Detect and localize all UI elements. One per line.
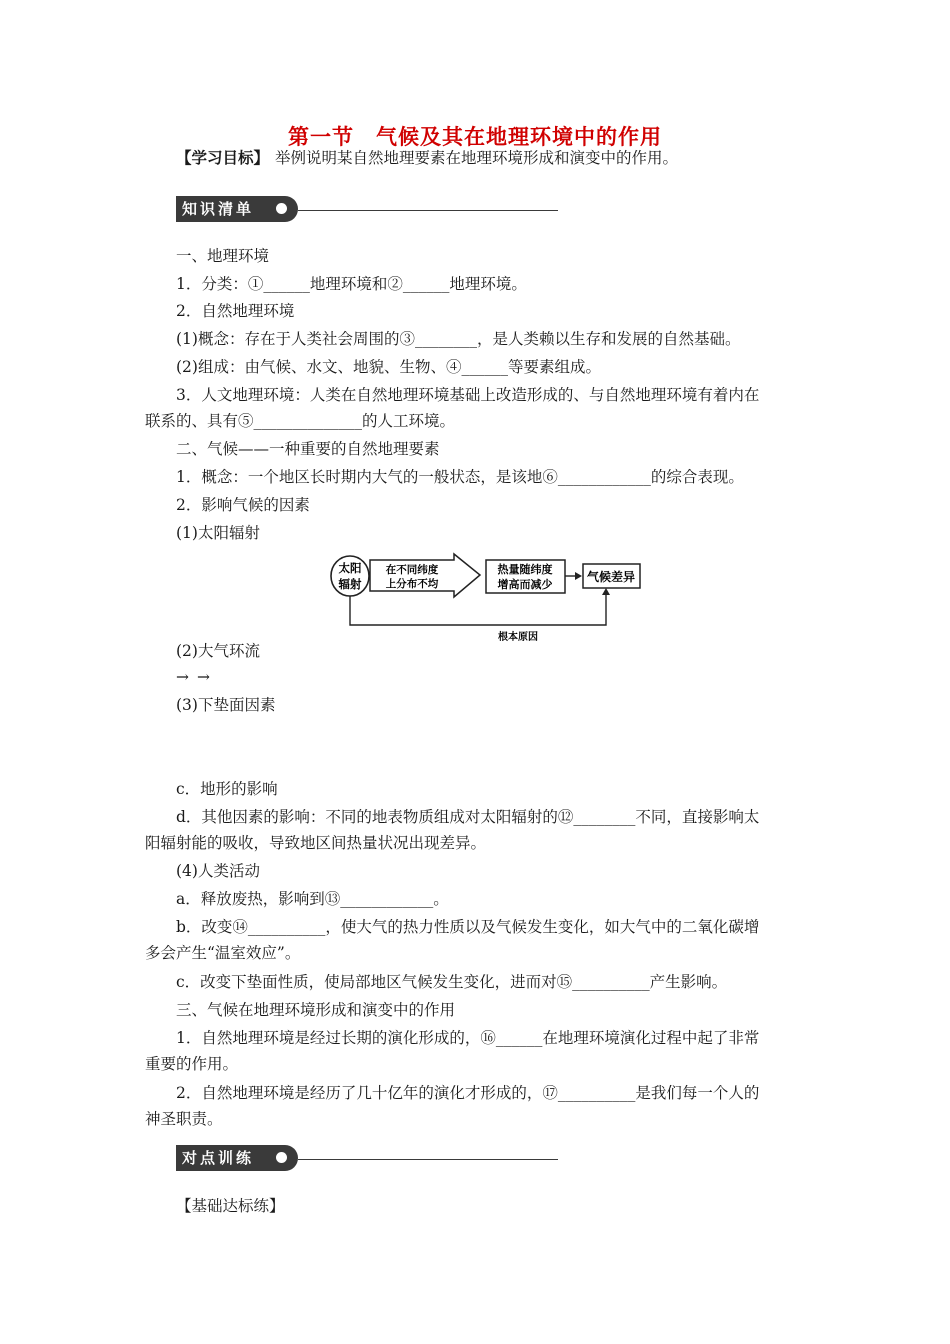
text-line: 2．自然地理环境是经历了几十亿年的演化才形成的，⑰__________是我们每一个人的 <box>176 1084 760 1102</box>
root-cause-label: 根本原因 <box>498 632 538 643</box>
text-line: 神圣职责。 <box>145 1110 223 1128</box>
text-line: (3)下垫面因素 <box>176 696 276 714</box>
text-line: 联系的、具有⑤______________的人工环境。 <box>145 412 456 430</box>
flow-arrows: →→ <box>176 668 218 686</box>
objective-text: 举例说明某自然地理要素在地理环境形成和演变中的作用。 <box>275 149 679 167</box>
text-line: 阳辐射能的吸收，导致地区间热量状况出现差异。 <box>145 834 487 852</box>
banner-label: 知识清单 <box>176 196 298 222</box>
heading-climate: 二、气候——一种重要的自然地理要素 <box>176 440 440 458</box>
text-line: d．其他因素的影响：不同的地表物质组成对太阳辐射的⑫________不同，直接影响太 <box>176 808 760 826</box>
bullet-dot-icon <box>276 1152 287 1163</box>
climate-label: 气候差异 <box>586 570 636 584</box>
page-title: 第一节 气候及其在地理环境中的作用 <box>288 124 662 149</box>
text-line: c．地形的影响 <box>176 780 278 798</box>
text-line: c．改变下垫面性质，使局部地区气候发生变化，进而对⑮__________产生影响。 <box>176 973 728 991</box>
basic-practice-label: 【基础达标练】 <box>176 1197 285 1215</box>
solar-radiation-diagram <box>330 552 650 644</box>
arrow-label-2: 上分布不均 <box>385 578 439 590</box>
text-line: (2)组成：由气候、水文、地貌、生物、④______等要素组成。 <box>176 358 601 376</box>
text-line: 1．概念：一个地区长时期内大气的一般状态，是该地⑥____________的综合表现。 <box>176 468 744 486</box>
text-line: b．改变⑭__________，使大气的热力性质以及气候发生变化，如大气中的二氧化碳增 <box>176 918 760 936</box>
banner-rule <box>298 210 558 211</box>
text-line: (2)大气环流 <box>176 642 260 660</box>
arrow-label-1: 在不同纬度 <box>385 564 439 576</box>
text-line: 1．分类：①______地理环境和②______地理环境。 <box>176 275 527 293</box>
heat-label-1: 热量随纬度 <box>497 563 553 576</box>
text-line: a．释放废热，影响到⑬____________。 <box>176 890 449 908</box>
sun-label-1: 太阳 <box>338 561 362 575</box>
sun-label-2: 辐射 <box>338 577 362 591</box>
objective-label: 【学习目标】 <box>176 148 270 167</box>
heat-label-2: 增高而减少 <box>497 578 553 591</box>
text-line: 1．自然地理环境是经过长期的演化形成的，⑯______在地理环境演化过程中起了非常 <box>176 1029 760 1047</box>
heading-role: 三、气候在地理环境形成和演变中的作用 <box>176 1001 456 1019</box>
text-line: 重要的作用。 <box>145 1055 239 1073</box>
text-line: 2．自然地理环境 <box>176 302 295 320</box>
heading-geo-environment: 一、地理环境 <box>176 247 270 265</box>
text-line: (4)人类活动 <box>176 862 260 880</box>
learning-objective <box>176 147 678 169</box>
text-line: (1)太阳辐射 <box>176 524 260 542</box>
bullet-dot-icon <box>276 203 287 214</box>
text-line: 多会产生“温室效应”。 <box>145 944 301 962</box>
banner-rule <box>298 1159 558 1160</box>
banner-label: 对点训练 <box>176 1145 298 1171</box>
text-line: 3．人文地理环境：人类在自然地理环境基础上改造形成的、与自然地理环境有着内在 <box>176 386 760 404</box>
text-line: 2．影响气候的因素 <box>176 496 310 514</box>
text-line: (1)概念：存在于人类社会周围的③________，是人类赖以生存和发展的自然基础。 <box>176 330 741 348</box>
root-cause-path <box>350 594 606 625</box>
